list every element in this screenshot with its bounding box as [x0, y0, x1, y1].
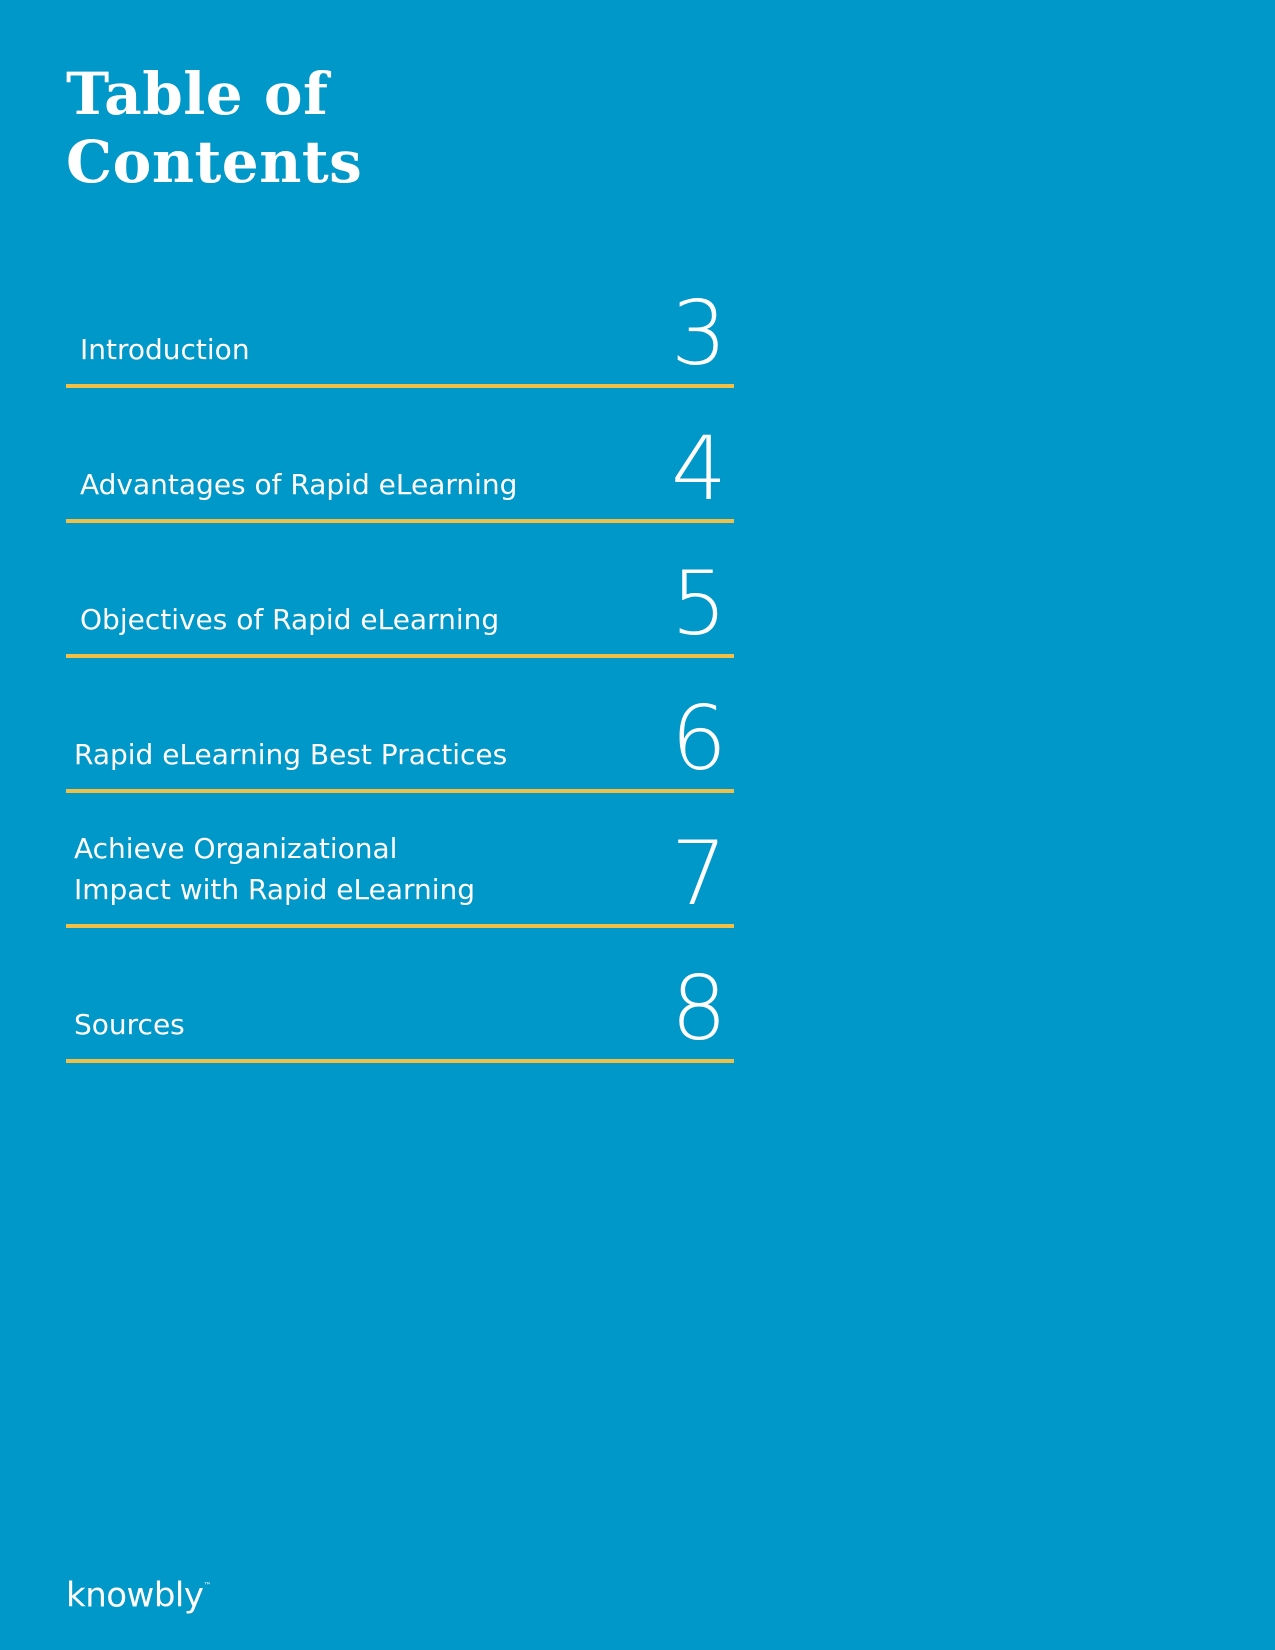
page-title — [66, 60, 362, 196]
toc-entry-advantages[interactable] — [66, 388, 734, 523]
title-line-2: Contents — [66, 128, 363, 196]
trademark-mark: ™ — [203, 1581, 211, 1590]
toc-entry-label-line-2: Impact with Rapid eLearning — [74, 873, 476, 906]
toc-entry-best-practices[interactable] — [66, 658, 734, 793]
toc-entry-label-line-1: Rapid eLearning Best Practices — [74, 738, 508, 771]
toc-entry-label-line-1: Objectives of Rapid eLearning — [80, 603, 500, 636]
toc-entry-page-number: 6 — [671, 687, 726, 790]
toc-entry-label-line-1: Introduction — [80, 333, 250, 366]
toc-entry-label — [74, 1004, 185, 1045]
toc-entry-label-line-1: Advantages of Rapid eLearning — [80, 468, 518, 501]
toc-entry-sources[interactable] — [66, 928, 734, 1063]
toc-entry-label — [74, 734, 507, 775]
toc-entry-page-number: 8 — [671, 957, 726, 1060]
toc-entry-label — [74, 828, 475, 910]
toc-entry-page-number: 4 — [671, 417, 726, 520]
toc-entry-page-number: 5 — [671, 552, 726, 655]
title-line-1: Table of — [66, 60, 329, 128]
toc-entry-introduction[interactable] — [66, 253, 734, 388]
toc-entry-page-number: 7 — [671, 822, 726, 925]
toc-entry-label-line-1: Achieve Organizational — [74, 832, 398, 865]
toc-entry-label — [80, 329, 250, 370]
toc-entry-label — [80, 599, 499, 640]
toc-entry-organizational-impact[interactable] — [66, 793, 734, 928]
knowbly-logo — [66, 1572, 211, 1615]
toc-entry-label-line-1: Sources — [74, 1008, 185, 1041]
logo-wordmark: knowbly — [66, 1575, 204, 1616]
toc-entry-page-number: 3 — [671, 282, 726, 385]
toc-entry-objectives[interactable] — [66, 523, 734, 658]
toc-entry-label — [80, 464, 517, 505]
